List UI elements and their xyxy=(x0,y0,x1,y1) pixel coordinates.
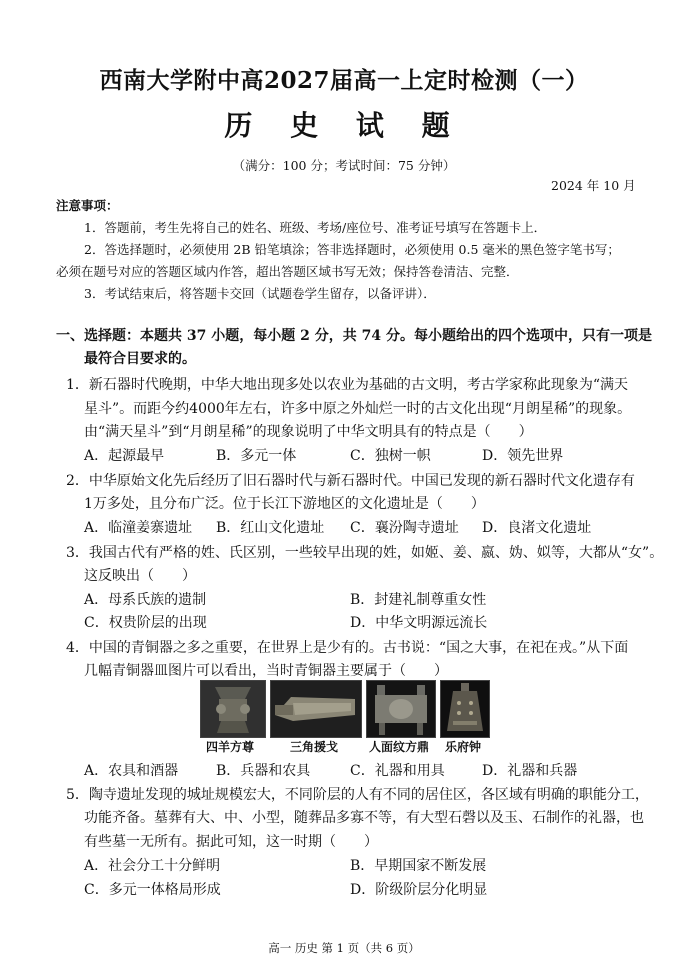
section-heading-cont: 最符合目要求的。 xyxy=(84,351,196,367)
question-1-option-a: A．起源最早 xyxy=(84,448,165,464)
question-1-option-d: D．领先世界 xyxy=(482,448,564,464)
question-2-option-b: B．红山文化遗址 xyxy=(216,520,325,536)
question-3-option-a: A．母系氏族的遗制 xyxy=(84,592,207,608)
question-1-option-c: C．独树一帜 xyxy=(350,448,431,464)
question-1-option-b: B．多元一体 xyxy=(216,448,297,464)
image-caption: 乐府钟 xyxy=(445,740,482,754)
question-2-option-c: C．襄汾陶寺遗址 xyxy=(350,520,459,536)
question-4-option-b: B．兵器和农具 xyxy=(216,763,311,779)
question-5-text: 功能齐备。墓葬有大、中、小型，随葬品多寡不等，有大型石磬以及玉、石制作的礼器，也 xyxy=(84,810,644,826)
exam-title: 西南大学附中高2027届高一上定时检测（一） xyxy=(99,67,589,94)
question-5-text: 有些墓一无所有。据此可知，这一时期（ ） xyxy=(84,834,378,850)
image-caption: 四羊方尊 xyxy=(206,740,255,754)
question-5-option-d: D．阶级阶层分化明显 xyxy=(350,882,488,898)
question-4-option-a: A．农具和酒器 xyxy=(84,763,179,779)
notes-line: 1．答题前，考生先将自己的姓名、班级、考场/座位号、准考证号填写在答题卡上． xyxy=(84,220,547,235)
exam-meta: （满分：100 分；考试时间：75 分钟） xyxy=(232,158,456,173)
bronze-image-dagger-axe xyxy=(270,680,362,738)
exam-subtitle: 历 史 试 题 xyxy=(224,109,464,142)
bronze-image-renmian-ding xyxy=(366,680,436,738)
question-4-option-c: C．礼器和用具 xyxy=(350,763,445,779)
question-4-option-d: D．礼器和兵器 xyxy=(482,763,578,779)
image-caption: 人面纹方鼎 xyxy=(369,740,430,754)
page-footer: 高一 历史 第 1 页（共 6 页） xyxy=(268,941,420,955)
question-5-text: 5．陶寺遗址发现的城址规模宏大，不同阶层的人有不同的居住区，各区域有明确的职能分工， xyxy=(66,787,649,803)
question-3-text: 这反映出（ ） xyxy=(84,568,196,584)
question-1-text: 星斗”。而距今约4000年左右，许多中原之外灿烂一时的古文化出现“月朗星稀”的现象。 xyxy=(84,401,632,417)
question-5-option-b: B．早期国家不断发展 xyxy=(350,858,487,874)
question-2-option-a: A．临潼姜寨遗址 xyxy=(84,520,193,536)
exam-date: 2024 年 10 月 xyxy=(551,178,636,193)
question-5-option-c: C．多元一体格局形成 xyxy=(84,882,221,898)
bronze-image-sifang-zun xyxy=(200,680,266,738)
question-3-option-c: C．权贵阶层的出现 xyxy=(84,615,207,631)
question-3-text: 3．我国古代有严格的姓、氏区别，一些较早出现的姓，如姬、姜、嬴、妫、姒等，大都从“女”。 xyxy=(66,545,664,561)
question-3-option-b: B．封建礼制尊重女性 xyxy=(350,592,487,608)
notes-line: 2．答选择题时，必须使用 2B 铅笔填涂；答非选择题时，必须使用 0.5 毫米的黑色签字笔书写； xyxy=(84,242,620,257)
question-1-text: 由“满天星斗”到“月朗星稀”的现象说明了中华文明具有的特点是（ ） xyxy=(84,424,533,440)
image-caption: 三角援戈 xyxy=(290,740,339,754)
notes-line: 必须在题号对应的答题区域内作答，超出答题区域书写无效；保持答卷清洁、完整． xyxy=(56,264,519,279)
question-5-option-a: A．社会分工十分鲜明 xyxy=(84,858,221,874)
question-4-text: 4．中国的青铜器之多之重要，在世界上是少有的。古书说：“国之大事，在祀在戎。”从下面 xyxy=(66,640,629,656)
question-2-text: 2．中华原始文化先后经历了旧石器时代与新石器时代。中国已发现的新石器时代文化遗存有 xyxy=(66,473,635,489)
question-3-option-d: D．中华文明源远流长 xyxy=(350,615,488,631)
question-2-option-d: D．良渚文化遗址 xyxy=(482,520,592,536)
section-heading: 一、选择题：本题共 37 小题，每小题 2 分，共 74 分。每小题给出的四个选项中，只有一项是 xyxy=(56,328,652,344)
question-1-text: 1．新石器时代晚期，中华大地出现多处以农业为基础的古文明，考古学家称此现象为“满天 xyxy=(66,377,629,393)
notes-line: 3．考试结束后，将答题卡交回（试题卷学生留存，以备评讲）． xyxy=(84,286,436,301)
question-4-text: 几幅青铜器皿图片可以看出，当时青铜器主要属于（ ） xyxy=(84,663,448,679)
bronze-image-yuefu-bell xyxy=(440,680,490,738)
notes-heading: 注意事项： xyxy=(56,198,119,213)
question-2-text: 1万多处，且分布广泛。位于长江下游地区的文化遗址是（ ） xyxy=(84,496,485,512)
